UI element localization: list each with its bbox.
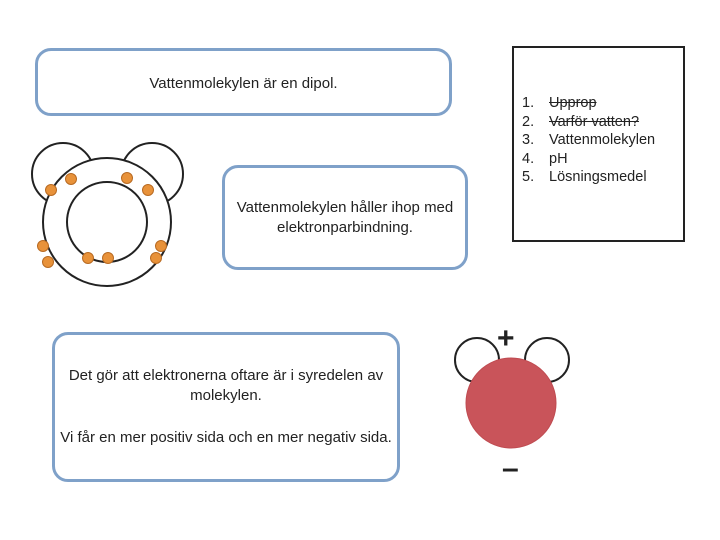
agenda-box — [512, 46, 685, 242]
agenda-number: 5. — [522, 169, 535, 185]
agenda-label: Upprop — [549, 95, 597, 111]
agenda-item — [522, 113, 655, 132]
agenda-label: Varför vatten? — [549, 113, 640, 130]
agenda-item — [522, 94, 655, 113]
effect-statement-electrons: Det gör att elektronerna oftare är i syredelen av molekylen. — [68, 367, 384, 404]
agenda-number: 3. — [522, 132, 535, 148]
agenda-label: pH — [549, 150, 568, 167]
agenda-number: 2. — [522, 113, 535, 130]
agenda-item — [522, 168, 655, 187]
effect-statement-sides: Vi får en mer positiv sida och en mer negativ sida. — [60, 429, 392, 446]
positive-sign: + — [497, 322, 515, 355]
agenda-item — [522, 131, 655, 150]
bond-statement: Vattenmolekylen håller ihop med elektronparbindning. — [236, 198, 454, 236]
agenda-number: 1. — [522, 95, 535, 111]
agenda-list — [522, 94, 655, 187]
effect-statement-box — [52, 332, 400, 482]
dipol-statement: Vattenmolekylen är en dipol. — [149, 75, 338, 92]
dipol-statement-box — [35, 48, 452, 116]
bond-statement-box — [222, 165, 468, 270]
negative-sign: – — [502, 452, 519, 485]
agenda-label: Vattenmolekylen — [549, 132, 656, 148]
agenda-number: 4. — [522, 150, 535, 167]
oxygen-atom-dipole — [466, 358, 556, 448]
agenda-label: Lösningsmedel — [549, 169, 647, 185]
agenda-item — [522, 150, 655, 169]
